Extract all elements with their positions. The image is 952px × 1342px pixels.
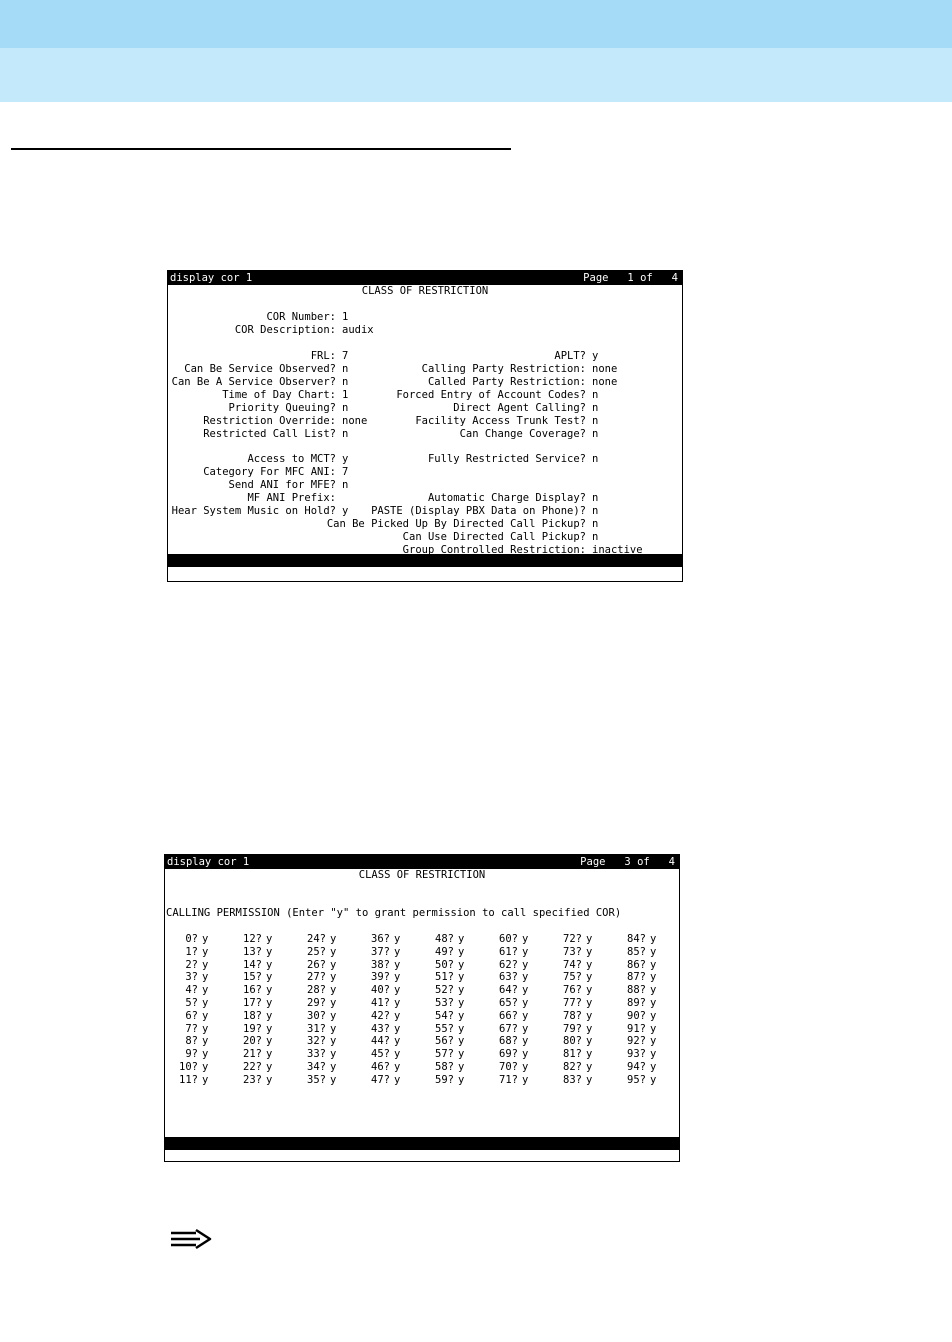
cor-permission-field[interactable]: y — [650, 997, 657, 1009]
cor-permission-label: 42? — [371, 1009, 390, 1022]
cor-permission-field[interactable]: y — [650, 945, 657, 958]
cor-permission-field[interactable]: y — [650, 958, 657, 971]
cor-permission-label: 91? — [627, 1022, 646, 1035]
cor-permission-field[interactable]: y — [650, 1022, 657, 1035]
cor-permission-field[interactable]: y — [458, 1022, 465, 1035]
cor-permission-label: 51? — [435, 971, 454, 984]
cor-permission-label: 85? — [627, 945, 646, 958]
cor-permission-field[interactable]: y — [394, 1061, 401, 1073]
cor-permission-label: 75? — [563, 971, 582, 984]
cor-permission-label: 32? — [307, 1035, 326, 1048]
cor-permission-label: 17? — [243, 997, 262, 1009]
right-option-field[interactable]: n — [592, 492, 599, 504]
cor-permission-field[interactable]: y — [266, 1022, 273, 1035]
cor-screen-page-1 — [167, 270, 683, 582]
right-option-label: Automatic Charge Display? — [427, 492, 586, 504]
page-indicator: Page 1 of 4 — [583, 272, 678, 284]
header-band-bottom — [0, 48, 952, 102]
left-option-label: Can Be Service Observed? — [184, 363, 336, 375]
cor-permission-label: 44? — [371, 1035, 390, 1048]
cor-permission-label: 81? — [563, 1048, 582, 1061]
left-option-label: Can Be A Service Observer? — [171, 376, 336, 388]
cor-permission-field[interactable]: y — [586, 971, 593, 984]
cor-permission-label: 29? — [307, 997, 326, 1009]
right-option-field[interactable]: n — [592, 402, 599, 414]
command-text: display cor 1 — [167, 856, 250, 868]
cor-permission-field[interactable]: y — [266, 1061, 273, 1073]
cor-permission-field[interactable]: y — [586, 1048, 593, 1061]
cor-permission-field[interactable]: y — [650, 984, 657, 997]
cor-permission-field[interactable]: y — [586, 1035, 593, 1048]
cor-permission-label: 34? — [307, 1061, 326, 1073]
cor-permission-label: 12? — [243, 933, 262, 945]
cor-permission-field[interactable]: y — [394, 997, 401, 1009]
cor-permission-field[interactable]: y — [266, 1048, 273, 1061]
cor-permission-field[interactable]: y — [586, 984, 593, 997]
cor-permission-label: 30? — [307, 1009, 326, 1022]
cor-permission-field[interactable]: y — [586, 1022, 593, 1035]
cor-permission-field[interactable]: y — [266, 997, 273, 1009]
header-band-top — [0, 0, 952, 48]
left-option-label: Hear System Music on Hold? — [171, 505, 336, 517]
cor-permission-field[interactable]: y — [266, 971, 273, 984]
cor-permission-label: 83? — [563, 1073, 582, 1086]
cor-permission-label: 10? — [179, 1061, 198, 1073]
cor-permission-field[interactable]: y — [202, 1022, 209, 1035]
cor-permission-label: 47? — [371, 1073, 390, 1086]
cor-permission-field[interactable]: y — [330, 984, 337, 997]
right-option-field[interactable]: none — [592, 363, 618, 375]
right-option-field[interactable]: n — [592, 531, 599, 543]
cor-permission-label: 79? — [563, 1022, 582, 1035]
cor-permission-field[interactable]: y — [330, 958, 337, 971]
left-option-field[interactable]: n — [342, 402, 349, 414]
cor-permission-field[interactable]: y — [650, 1073, 657, 1086]
cor-permission-label: 90? — [627, 1009, 646, 1022]
cor-permission-label: 48? — [435, 933, 454, 945]
right-option-label: APLT? — [554, 350, 586, 362]
section-rule — [11, 148, 511, 150]
cor-permission-field[interactable]: y — [202, 984, 209, 997]
cor-permission-field[interactable]: y — [266, 1009, 273, 1022]
right-option-field[interactable]: n — [592, 453, 599, 465]
cor-permission-field[interactable]: y — [522, 997, 529, 1009]
cor-permission-field[interactable]: y — [522, 945, 529, 958]
cor-permission-label: 87? — [627, 971, 646, 984]
cor-permission-field[interactable]: y — [522, 1048, 529, 1061]
cor-permission-label: 8? — [185, 1035, 198, 1048]
cor-permission-label: 11? — [179, 1073, 198, 1086]
cor-permission-label: 7? — [185, 1022, 198, 1035]
cor-number-label: COR Number: — [266, 311, 336, 323]
left-option-label: Access to MCT? — [247, 453, 336, 465]
cor-permission-field[interactable]: y — [586, 958, 593, 971]
cor-permission-label: 73? — [563, 945, 582, 958]
cor-permission-label: 3? — [185, 971, 198, 984]
left-option-label: Priority Queuing? — [228, 402, 336, 414]
left-option-label: Restricted Call List? — [203, 428, 336, 440]
left-option-field[interactable]: 7 — [342, 466, 349, 478]
cor-permission-label: 31? — [307, 1022, 326, 1035]
cor-permission-label: 82? — [563, 1061, 582, 1073]
cor-permission-label: 74? — [563, 958, 582, 971]
cor-permission-field[interactable]: y — [522, 1073, 529, 1086]
cor-permission-label: 39? — [371, 971, 390, 984]
cor-permission-field[interactable]: y — [330, 1022, 337, 1035]
cor-permission-label: 6? — [185, 1009, 198, 1022]
cor-permission-label: 19? — [243, 1022, 262, 1035]
left-option-field[interactable]: y — [342, 453, 349, 465]
cor-permission-label: 95? — [627, 1073, 646, 1086]
cor-permission-field[interactable]: y — [330, 1061, 337, 1073]
left-option-label: Send ANI for MFE? — [228, 479, 336, 491]
cor-permission-label: 80? — [563, 1035, 582, 1048]
cor-permission-field[interactable]: y — [458, 997, 465, 1009]
cor-permission-label: 21? — [243, 1048, 262, 1061]
command-text: display cor 1 — [170, 272, 253, 284]
cor-permission-field[interactable]: y — [202, 1073, 209, 1086]
cor-permission-field[interactable]: y — [330, 971, 337, 984]
screen-header — [168, 271, 682, 285]
cor-number-field[interactable]: 1 — [342, 311, 349, 323]
left-option-label: FRL: — [310, 350, 336, 362]
cor-permission-field[interactable]: y — [266, 984, 273, 997]
cor-permission-field[interactable]: y — [394, 1048, 401, 1061]
cor-permission-field[interactable]: y — [394, 984, 401, 997]
cor-permission-field[interactable]: y — [394, 1073, 401, 1086]
cor-permission-field[interactable]: y — [458, 1035, 465, 1048]
cor-permission-label: 84? — [627, 933, 646, 945]
cor-permission-field[interactable]: y — [202, 933, 209, 945]
right-option-field[interactable]: n — [592, 389, 599, 401]
right-option-field[interactable]: n — [592, 505, 599, 517]
cor-permission-field[interactable]: y — [394, 958, 401, 971]
cor-permission-field[interactable]: y — [522, 933, 529, 945]
cor-permission-field[interactable]: y — [586, 933, 593, 945]
cor-permission-field[interactable]: y — [202, 945, 209, 958]
right-option-field[interactable]: y — [592, 350, 599, 362]
right-option-label: Fully Restricted Service? — [427, 453, 586, 465]
cor-permission-field[interactable]: y — [458, 1009, 465, 1022]
cor-permission-field[interactable]: y — [394, 1035, 401, 1048]
cor-permission-field[interactable]: y — [330, 997, 337, 1009]
right-option-field[interactable]: n — [592, 518, 599, 530]
cor-permission-label: 25? — [307, 945, 326, 958]
cor-permission-label: 38? — [371, 958, 390, 971]
cor-permission-field[interactable]: y — [266, 958, 273, 971]
left-option-field[interactable]: n — [342, 376, 349, 388]
right-option-label: Forced Entry of Account Codes? — [396, 389, 586, 401]
cor-permission-field[interactable]: y — [266, 945, 273, 958]
cor-permission-label: 59? — [435, 1073, 454, 1086]
right-option-label: Can Be Picked Up By Directed Call Pickup? — [326, 518, 586, 530]
cor-permission-label: 23? — [243, 1073, 262, 1086]
cor-permission-field[interactable]: y — [650, 933, 657, 945]
cor-permission-field[interactable]: y — [458, 1061, 465, 1073]
cor-permission-label: 35? — [307, 1073, 326, 1086]
right-option-field[interactable]: none — [592, 376, 618, 388]
cor-permission-field[interactable]: y — [522, 1022, 529, 1035]
cor-permission-field[interactable]: y — [458, 958, 465, 971]
left-option-field[interactable]: 7 — [342, 350, 349, 362]
cor-permission-label: 4? — [185, 984, 198, 997]
cor-permission-field[interactable]: y — [522, 1061, 529, 1073]
cor-permission-field[interactable]: y — [586, 1009, 593, 1022]
cor-permission-label: 66? — [499, 1009, 518, 1022]
left-option-label: MF ANI Prefix: — [247, 492, 336, 504]
cor-permission-field[interactable]: y — [458, 971, 465, 984]
cor-permission-label: 49? — [435, 945, 454, 958]
cor-permission-label: 46? — [371, 1061, 390, 1073]
right-option-label: Can Change Coverage? — [459, 428, 586, 440]
cor-permission-label: 50? — [435, 958, 454, 971]
page-indicator: Page 3 of 4 — [580, 856, 675, 868]
cor-permission-label: 86? — [627, 958, 646, 971]
cor-permission-label: 60? — [499, 933, 518, 945]
cor-permission-field[interactable]: y — [330, 1009, 337, 1022]
cor-permission-label: 37? — [371, 945, 390, 958]
left-option-field[interactable]: none — [342, 415, 368, 427]
screen-title: CLASS OF RESTRICTION — [361, 285, 489, 297]
cor-permission-label: 68? — [499, 1035, 518, 1048]
cor-permission-field[interactable]: y — [522, 1035, 529, 1048]
screen-title: CLASS OF RESTRICTION — [358, 869, 486, 881]
cor-permission-field[interactable]: y — [202, 1048, 209, 1061]
cor-permission-field[interactable]: y — [650, 1035, 657, 1048]
cor-permission-label: 93? — [627, 1048, 646, 1061]
cor-permission-field[interactable]: y — [266, 933, 273, 945]
cor-permission-label: 55? — [435, 1022, 454, 1035]
cor-permission-label: 36? — [371, 933, 390, 945]
left-option-field[interactable]: 1 — [342, 389, 349, 401]
cor-permission-label: 15? — [243, 971, 262, 984]
cor-permission-label: 43? — [371, 1022, 390, 1035]
cor-permission-field[interactable]: y — [458, 933, 465, 945]
cor-permission-label: 0? — [185, 933, 198, 945]
cor-permission-field[interactable]: y — [650, 971, 657, 984]
cor-permission-field[interactable]: y — [522, 1009, 529, 1022]
left-option-field[interactable]: y — [342, 505, 349, 517]
left-option-label: Category For MFC ANI: — [203, 466, 336, 478]
cor-permission-field[interactable]: y — [330, 1073, 337, 1086]
cor-permission-field[interactable]: y — [522, 984, 529, 997]
cor-permission-label: 92? — [627, 1035, 646, 1048]
cor-permission-label: 13? — [243, 945, 262, 958]
left-option-field[interactable]: n — [342, 363, 349, 375]
right-option-label: Facility Access Trunk Test? — [415, 415, 586, 427]
cor-permission-field[interactable]: y — [458, 945, 465, 958]
cor-permission-label: 9? — [185, 1048, 198, 1061]
cor-permission-label: 94? — [627, 1061, 646, 1073]
cor-permission-field[interactable]: y — [330, 1048, 337, 1061]
cor-permission-label: 27? — [307, 971, 326, 984]
right-option-field[interactable]: n — [592, 415, 599, 427]
right-option-label: Group Controlled Restriction: — [402, 544, 586, 556]
cor-permission-field[interactable]: y — [202, 971, 209, 984]
calling-permission-text: CALLING PERMISSION (Enter "y" to grant permission to call specified COR) — [166, 907, 622, 919]
right-option-label: Calling Party Restriction: — [421, 363, 586, 375]
cor-permission-label: 64? — [499, 984, 518, 997]
cor-permission-label: 5? — [185, 997, 198, 1009]
cor-permission-field[interactable]: y — [394, 945, 401, 958]
cor-permission-field[interactable]: y — [586, 945, 593, 958]
cor-permission-field[interactable]: y — [522, 958, 529, 971]
cor-permission-field[interactable]: y — [458, 1073, 465, 1086]
cor-description-field[interactable]: audix — [342, 324, 374, 336]
left-option-field[interactable]: n — [342, 428, 349, 440]
right-option-label: Called Party Restriction: — [427, 376, 586, 388]
cor-permission-label: 2? — [185, 958, 198, 971]
cor-permission-label: 62? — [499, 958, 518, 971]
right-option-label: PASTE (Display PBX Data on Phone)? — [371, 505, 586, 517]
cor-permission-label: 22? — [243, 1061, 262, 1073]
cor-permission-label: 69? — [499, 1048, 518, 1061]
cor-permission-field[interactable]: y — [202, 1035, 209, 1048]
cor-permission-field[interactable]: y — [458, 1048, 465, 1061]
cor-permission-field[interactable]: y — [202, 958, 209, 971]
cor-permission-field[interactable]: y — [650, 1061, 657, 1073]
cor-permission-field[interactable]: y — [330, 1035, 337, 1048]
cor-permission-field[interactable]: y — [586, 1061, 593, 1073]
cor-permission-field[interactable]: y — [202, 997, 209, 1009]
cor-permission-label: 67? — [499, 1022, 518, 1035]
cor-permission-field[interactable]: y — [394, 1022, 401, 1035]
cor-permission-field[interactable]: y — [650, 1048, 657, 1061]
right-option-field[interactable]: n — [592, 428, 599, 440]
cor-permission-label: 40? — [371, 984, 390, 997]
cor-permission-label: 65? — [499, 997, 518, 1009]
cor-permission-label: 61? — [499, 945, 518, 958]
cor-permission-field[interactable]: y — [394, 1009, 401, 1022]
cor-permission-label: 14? — [243, 958, 262, 971]
cor-permission-label: 52? — [435, 984, 454, 997]
cor-permission-label: 72? — [563, 933, 582, 945]
cor-permission-field[interactable]: y — [202, 1061, 209, 1073]
cor-permission-label: 77? — [563, 997, 582, 1009]
cor-permission-label: 78? — [563, 1009, 582, 1022]
cor-permission-label: 89? — [627, 997, 646, 1009]
cor-permission-label: 70? — [499, 1061, 518, 1073]
cor-screen-page-3 — [164, 854, 680, 1162]
cor-permission-field[interactable]: y — [330, 945, 337, 958]
screen-header — [165, 855, 679, 869]
left-option-field[interactable]: n — [342, 479, 349, 491]
cor-permission-label: 76? — [563, 984, 582, 997]
cor-permission-label: 20? — [243, 1035, 262, 1048]
cor-permission-label: 41? — [371, 997, 390, 1009]
note-icon — [170, 1228, 214, 1250]
cor-permission-label: 63? — [499, 971, 518, 984]
cor-permission-field[interactable]: y — [586, 997, 593, 1009]
cor-permission-label: 26? — [307, 958, 326, 971]
cor-permission-field[interactable]: y — [650, 1009, 657, 1022]
left-option-label: Restriction Override: — [203, 415, 336, 427]
cor-permission-label: 88? — [627, 984, 646, 997]
left-option-label: Time of Day Chart: — [222, 389, 336, 401]
right-option-label: Direct Agent Calling? — [453, 402, 586, 414]
cor-description-label: COR Description: — [234, 324, 336, 336]
cor-permission-label: 56? — [435, 1035, 454, 1048]
cor-permission-label: 33? — [307, 1048, 326, 1061]
cor-permission-label: 1? — [185, 945, 198, 958]
cor-permission-field[interactable]: y — [330, 933, 337, 945]
cor-permission-label: 53? — [435, 997, 454, 1009]
cor-permission-field[interactable]: y — [458, 984, 465, 997]
cor-permission-label: 24? — [307, 933, 326, 945]
cor-permission-field[interactable]: y — [394, 971, 401, 984]
cor-permission-field[interactable]: y — [586, 1073, 593, 1086]
cor-permission-label: 18? — [243, 1009, 262, 1022]
cor-permission-label: 54? — [435, 1009, 454, 1022]
screen-footer-bar — [165, 1137, 679, 1150]
cor-permission-field[interactable]: y — [522, 971, 529, 984]
cor-permission-label: 28? — [307, 984, 326, 997]
cor-permission-field[interactable]: y — [266, 1073, 273, 1086]
cor-permission-field[interactable]: y — [266, 1035, 273, 1048]
cor-permission-field[interactable]: y — [202, 1009, 209, 1022]
cor-permission-label: 16? — [243, 984, 262, 997]
cor-permission-field[interactable]: y — [394, 933, 401, 945]
cor-permission-label: 57? — [435, 1048, 454, 1061]
right-option-field[interactable]: inactive — [592, 544, 643, 556]
cor-permission-label: 45? — [371, 1048, 390, 1061]
cor-permission-label: 71? — [499, 1073, 518, 1086]
cor-permission-label: 58? — [435, 1061, 454, 1073]
right-option-label: Can Use Directed Call Pickup? — [402, 531, 586, 543]
